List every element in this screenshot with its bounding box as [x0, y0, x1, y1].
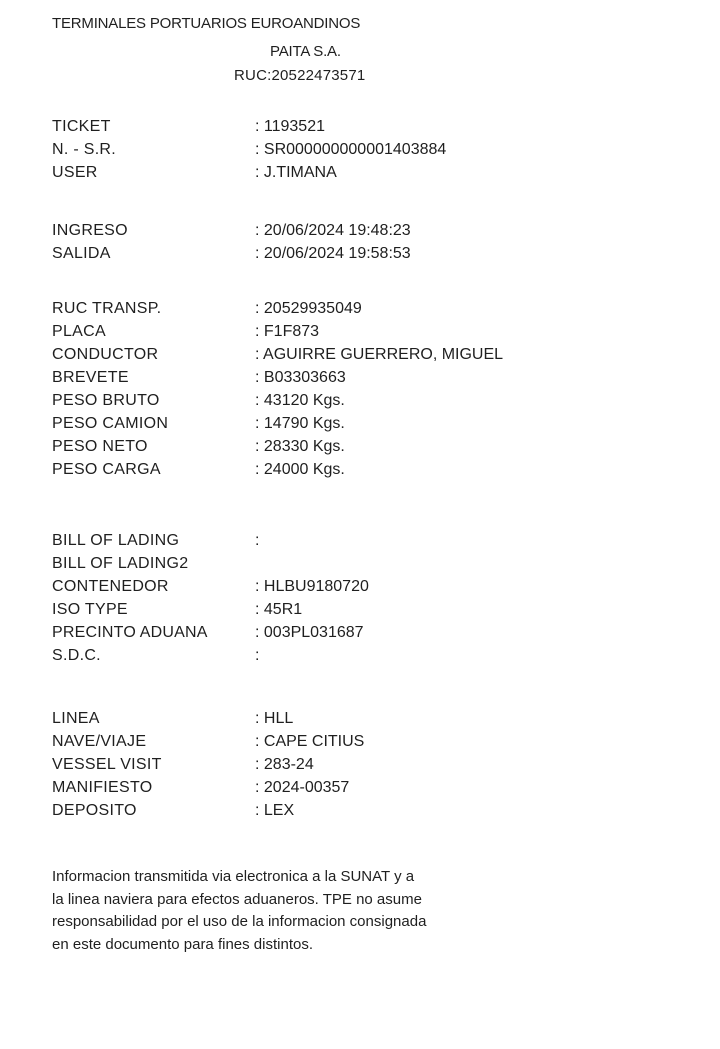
field-label: DEPOSITO: [52, 802, 137, 819]
company-ruc: RUC:20522473571: [234, 67, 366, 84]
field-label: SALIDA: [52, 245, 111, 262]
disclaimer-line: Informacion transmitida via electronica a la SUNAT y a: [52, 868, 415, 885]
field-label: BILL OF LADING: [52, 532, 180, 549]
company-subsidiary: PAITA S.A.: [270, 43, 341, 60]
field-value: : 24000 Kgs.: [255, 458, 345, 481]
field-label: USER: [52, 164, 98, 181]
field-value: : 1193521: [255, 115, 325, 138]
field-label: RUC TRANSP.: [52, 300, 162, 317]
field-value: : 20/06/2024 19:48:23: [255, 219, 411, 242]
field-value: [255, 644, 259, 667]
field-label: PESO BRUTO: [52, 392, 160, 409]
disclaimer-line: en este documento para fines distintos.: [52, 935, 313, 953]
field-value: : 003PL031687: [255, 621, 364, 644]
field-value: [255, 529, 259, 552]
field-value: : 283-24: [255, 753, 314, 776]
field-label: VESSEL VISIT: [52, 756, 162, 773]
field-value: : B03303663: [255, 366, 346, 389]
company-name: TERMINALES PORTUARIOS EUROANDINOS: [52, 15, 361, 32]
field-label: BREVETE: [52, 369, 129, 386]
field-label: S.D.C.: [52, 647, 101, 664]
field-label: TICKET: [52, 118, 111, 135]
field-label: BILL OF LADING2: [52, 555, 189, 572]
field-value: : HLBU9180720: [255, 575, 369, 598]
field-value: : 43120 Kgs.: [255, 389, 345, 412]
field-value: : SR000000000001403884: [255, 138, 446, 161]
field-value: : HLL: [255, 707, 293, 730]
field-value: : 20529935049: [255, 297, 362, 320]
disclaimer-line: la linea naviera para efectos aduaneros. TPE no asume: [52, 890, 422, 908]
field-label: LINEA: [52, 710, 100, 727]
field-value: : F1F873: [255, 320, 319, 343]
field-label: PLACA: [52, 323, 106, 340]
field-label: PESO CAMION: [52, 415, 169, 432]
field-label: ISO TYPE: [52, 601, 128, 618]
field-value: : 14790 Kgs.: [255, 412, 345, 435]
field-value: : 20/06/2024 19:58:53: [255, 242, 411, 265]
field-label: PESO CARGA: [52, 461, 161, 478]
field-label: N. - S.R.: [52, 141, 117, 158]
field-value: : J.TIMANA: [255, 161, 337, 184]
field-label: PESO NETO: [52, 438, 148, 455]
disclaimer-line: responsabilidad por el uso de la informacion consignada: [52, 913, 427, 930]
field-value: : LEX: [255, 799, 294, 822]
field-label: PRECINTO ADUANA: [52, 624, 208, 641]
field-value: : CAPE CITIUS: [255, 730, 364, 753]
field-label: CONDUCTOR: [52, 346, 159, 363]
field-value: : AGUIRRE GUERRERO, MIGUEL: [255, 343, 503, 366]
field-value: : 28330 Kgs.: [255, 435, 345, 458]
field-label: CONTENEDOR: [52, 578, 169, 595]
field-label: NAVE/VIAJE: [52, 733, 147, 750]
field-label: INGRESO: [52, 222, 128, 239]
field-value: : 45R1: [255, 598, 302, 621]
disclaimer-text: [52, 866, 592, 956]
field-value: : 2024-00357: [255, 776, 349, 799]
field-label: MANIFIESTO: [52, 779, 153, 796]
